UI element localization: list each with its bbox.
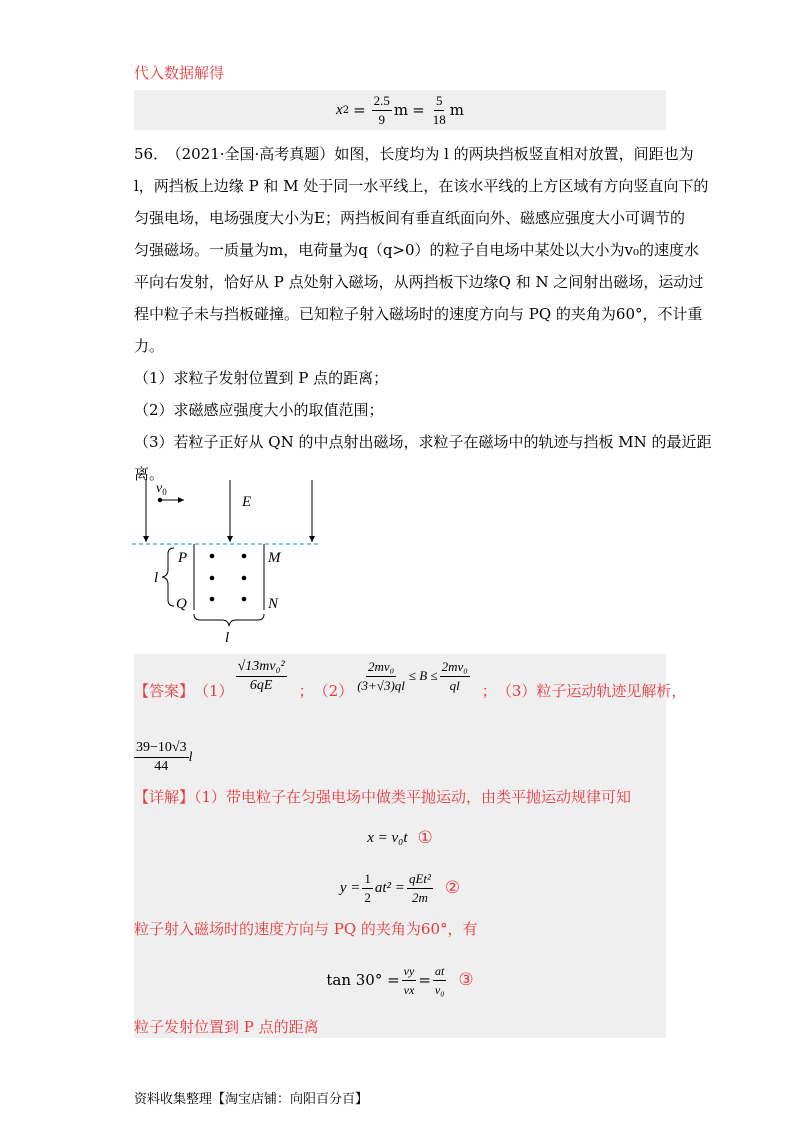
answer-part-3-label: （3）粒子运动轨迹见解析， bbox=[496, 681, 687, 700]
p-label: P bbox=[178, 550, 188, 566]
top-equation-band bbox=[134, 90, 666, 130]
answer-3-fraction: $\frac{39-10√3}{44}$ bbox=[136, 740, 187, 774]
equation-3-equals: = bbox=[418, 971, 431, 989]
l-left-label: l bbox=[154, 570, 159, 586]
field-dot bbox=[210, 597, 215, 602]
answer-separator-2: ； bbox=[481, 681, 497, 700]
field-dot bbox=[242, 597, 247, 602]
equation-3-at-ratio: $\frac{at}{\text{v₀}}$ bbox=[434, 963, 445, 997]
question-text-1: 如图，长度均为 l 的两块挡板竖直相对放置，间距也为 bbox=[334, 145, 694, 163]
answer-3-l: l bbox=[188, 749, 193, 765]
equation-3 bbox=[134, 956, 666, 1004]
angle-statement: 粒子射入磁场时的速度方向与 PQ 的夹角为60°，有 bbox=[134, 920, 478, 938]
equation-2-fraction: $\frac{\text{qEt²}}{2m}$ bbox=[408, 870, 431, 905]
answer-1-fraction: $\frac{\text{√13mv₀²}}{6qE}$ bbox=[237, 658, 285, 693]
subquestion-3-line-1: （3）若粒子正好从 QN 的中点射出磁场，求粒子在磁场中的轨迹与挡板 MN 的最近距 bbox=[134, 433, 712, 451]
subquestion-3-line-2: 离。 bbox=[134, 465, 165, 483]
equation-3-lhs: tan 30° = bbox=[326, 971, 400, 989]
answer-3-value bbox=[134, 740, 192, 775]
question-text-4: 匀强磁场。一质量为m，电荷量为q（q>0）的粒子自电场中某处以大小为v₀的速度水 bbox=[134, 241, 700, 259]
q-label: Q bbox=[176, 596, 187, 612]
equation-1-text: x = v₀t bbox=[367, 829, 408, 846]
unit-m-2: m bbox=[449, 101, 464, 119]
footer-text: 资料收集整理【淘宝店铺：向阳百分百】 bbox=[134, 1092, 369, 1107]
question-source: （2021·全国·高考真题） bbox=[174, 145, 335, 163]
answer-part-1-label: （1） bbox=[194, 681, 234, 700]
equation-3-mark: ③ bbox=[458, 970, 474, 990]
subquestion-1: （1）求粒子发射位置到 P 点的距离； bbox=[134, 369, 389, 387]
n-label: N bbox=[268, 596, 279, 612]
equation-2-mid: at² = bbox=[374, 879, 405, 896]
equation-2-half: $\frac{1}{2}$ bbox=[364, 870, 371, 905]
answer-part-2-label: （2） bbox=[313, 681, 354, 700]
equation-1 bbox=[134, 826, 666, 850]
question-text-7: 力。 bbox=[134, 337, 165, 355]
question-number: 56． bbox=[134, 145, 169, 163]
field-diagram bbox=[130, 472, 330, 650]
question-text-6: 程中粒子未与挡板碰撞。已知粒子射入磁场时的速度方向与 PQ 的夹角为60°，不计重 bbox=[134, 305, 703, 323]
question-text-3: 匀强电场，电场强度大小为E；两挡板间有垂直纸面向外、磁感应强度大小可调节的 bbox=[134, 209, 685, 227]
l-bottom-label: l bbox=[225, 630, 230, 646]
answer-2-right-fraction: $\frac{\text{2mv₀}}{ql}$ bbox=[441, 658, 468, 693]
equation-2-lhs: y = bbox=[339, 879, 361, 896]
question-block bbox=[134, 138, 712, 490]
detail-tag: 【详解】 bbox=[134, 788, 195, 806]
distance-statement: 粒子发射位置到 P 点的距离 bbox=[134, 1018, 319, 1036]
field-dot bbox=[210, 554, 215, 559]
bottom-brace bbox=[194, 614, 264, 626]
m-label: M bbox=[268, 550, 281, 566]
x2-symbol: x bbox=[336, 101, 343, 118]
x2-subscript: 2 bbox=[342, 104, 350, 116]
left-brace bbox=[162, 548, 174, 606]
question-line-1 bbox=[134, 138, 712, 170]
e-label: E bbox=[242, 494, 252, 510]
x2-equation: x 2 = $\frac{2.5}{9}$ m = $\frac{5}{18}$ m bbox=[336, 92, 464, 127]
equation-2-mark: ② bbox=[444, 878, 461, 898]
frac-5-over-18: $\frac{5}{18}$ bbox=[432, 92, 446, 127]
detail-intro-text: （1）带电粒子在匀强电场中做类平抛运动，由类平抛运动规律可知 bbox=[194, 788, 632, 806]
answer-2-left-fraction: $\frac{\text{2mv₀}}{(3+√3)ql}$ bbox=[357, 658, 405, 693]
unit-m-1: m bbox=[393, 101, 409, 119]
field-dot bbox=[242, 554, 247, 559]
answer-2-inequality: ≤ B ≤ bbox=[408, 668, 438, 683]
subquestion-2: （2）求磁感应强度大小的取值范围； bbox=[134, 401, 384, 419]
question-text-2: l，两挡板上边缘 P 和 M 处于同一水平线上，在该水平线的上方区域有方向竖直向下的 bbox=[134, 177, 709, 195]
question-text-5: 平向右发射，恰好从 P 点处射入磁场，从两挡板下边缘Q 和 N 之间射出磁场，运动过 bbox=[134, 273, 704, 291]
v0-label: $v_0$ bbox=[156, 481, 167, 497]
equation-2 bbox=[134, 864, 666, 912]
answer-tag: 【答案】 bbox=[134, 681, 195, 700]
answer-separator-1: ； bbox=[298, 681, 314, 700]
detail-intro bbox=[134, 790, 631, 805]
field-dot bbox=[242, 576, 247, 581]
equation-1-mark: ① bbox=[417, 828, 433, 848]
top-label: 代入数据解得 bbox=[134, 64, 225, 82]
field-dot bbox=[210, 576, 215, 581]
answer-line bbox=[134, 658, 687, 720]
frac-2-5-over-9: $\frac{2.5}{9}$ bbox=[373, 92, 390, 127]
equation-3-v-ratio: $\frac{vy}{vx}$ bbox=[403, 963, 415, 997]
